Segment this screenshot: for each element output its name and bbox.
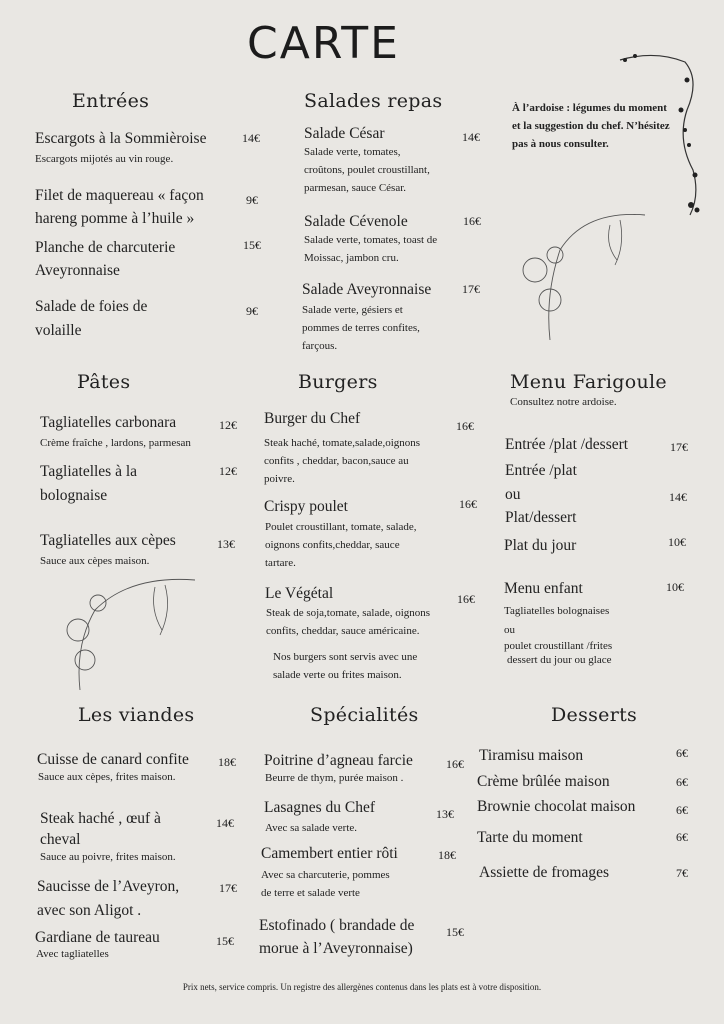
item-name: Salade Aveyronnaise — [302, 281, 432, 298]
item-name: Burger du Chef — [264, 410, 361, 427]
item-price: 14€ — [242, 131, 260, 145]
ardoise-note: À l’ardoise : légumes du moment et la suggestion du chef. N’hésitez pas à nous consulter. — [512, 102, 670, 150]
item-name: Planche de charcuterie — [35, 239, 176, 256]
item-desc: poulet croustillant /frites — [504, 640, 613, 652]
item-name: Lasagnes du Chef — [264, 799, 376, 816]
item-desc: confits , cheddar, bacon,sauce au — [264, 455, 409, 467]
item-name: Assiette de fromages — [479, 864, 609, 881]
item-price: 10€ — [666, 580, 684, 594]
item-desc: croûtons, poulet croustillant, — [304, 164, 430, 176]
section-header-entrees: Entrées — [72, 90, 150, 112]
item-price: 16€ — [463, 214, 481, 228]
item-desc: Avec tagliatelles — [36, 948, 109, 960]
item-price: 12€ — [219, 418, 237, 432]
item-desc: Avec sa charcuterie, pommes — [261, 869, 390, 881]
item-price: 18€ — [438, 848, 456, 862]
item-desc: Steak de soja,tomate, salade, oignons — [266, 607, 431, 619]
item-price: 16€ — [457, 592, 475, 606]
item-name: Le Végétal — [265, 585, 334, 602]
item-price: 14€ — [669, 490, 687, 504]
item-name: Crispy poulet — [264, 498, 348, 515]
item-name: volaille — [35, 322, 82, 339]
floral-drawing-icon — [515, 205, 655, 345]
item-price: 6€ — [676, 775, 688, 789]
item-desc: Tagliatelles bolognaises — [504, 605, 610, 617]
item-name: Steak haché , œuf à — [40, 810, 161, 827]
item-name: Salade César — [304, 125, 385, 142]
item-name: Plat du jour — [504, 537, 577, 554]
item-price: 7€ — [676, 866, 688, 880]
item-desc: dessert du jour ou glace — [507, 654, 612, 666]
section-header-farigoule: Menu Farigoule — [510, 371, 667, 393]
farigoule-subtitle: Consultez notre ardoise. — [510, 396, 617, 408]
item-name: hareng pomme à l’huile » — [35, 210, 195, 227]
item-price: 16€ — [456, 419, 474, 433]
item-price: 13€ — [217, 537, 235, 551]
item-name: ou — [505, 486, 521, 503]
item-name: Tarte du moment — [477, 829, 583, 846]
item-name: Camembert entier rôti — [261, 845, 398, 862]
item-desc: pommes de terres confites, — [302, 322, 420, 334]
item-name: Crème brûlée maison — [477, 773, 610, 790]
item-name: Gardiane de taureau — [35, 929, 160, 946]
item-desc: ou — [504, 624, 515, 636]
item-price: 15€ — [243, 238, 261, 252]
item-name: Entrée /plat /dessert — [505, 436, 629, 453]
item-price: 18€ — [218, 755, 236, 769]
section-header-pates: Pâtes — [77, 371, 131, 393]
item-name: Poitrine d’agneau farcie — [264, 752, 413, 769]
item-desc: Salade verte, tomates, — [304, 146, 401, 158]
item-desc: Moissac, jambon cru. — [304, 252, 399, 264]
section-header-salades: Salades repas — [304, 90, 443, 112]
burgers-note: salade verte ou frites maison. — [273, 669, 402, 681]
burgers-note: Nos burgers sont servis avec une — [273, 651, 418, 663]
item-desc: Escargots mijotés au vin rouge. — [35, 153, 174, 165]
item-name: Filet de maquereau « façon — [35, 187, 204, 204]
item-desc: tartare. — [265, 557, 296, 569]
item-desc: confits, cheddar, sauce américaine. — [266, 625, 420, 637]
item-name: Aveyronnaise — [35, 262, 120, 279]
item-price: 10€ — [668, 535, 686, 549]
item-name: Plat/dessert — [505, 509, 577, 526]
item-desc: Poulet croustillant, tomate, salade, — [265, 521, 417, 533]
item-desc: Sauce aux cèpes, frites maison. — [38, 771, 176, 783]
item-name: Estofinado ( brandade de — [259, 917, 415, 934]
item-name: avec son Aligot . — [37, 902, 142, 919]
item-name: Brownie chocolat maison — [477, 798, 636, 815]
item-price: 6€ — [676, 830, 688, 844]
item-price: 17€ — [670, 440, 688, 454]
item-price: 6€ — [676, 803, 688, 817]
item-price: 13€ — [436, 807, 454, 821]
item-desc: Beurre de thym, purée maison . — [265, 772, 404, 784]
item-desc: Avec sa salade verte. — [265, 822, 358, 834]
item-name: cheval — [40, 831, 81, 848]
footer-note: Prix nets, service compris. Un registre des allergènes contenus dans les plats est à votre disposition. — [182, 982, 542, 992]
item-desc: Salade verte, tomates, toast de — [304, 234, 438, 246]
section-header-viandes: Les viandes — [78, 704, 195, 726]
item-name: Entrée /plat — [505, 462, 577, 479]
section-header-burgers: Burgers — [298, 371, 378, 393]
item-name: Escargots à la Sommièroise — [35, 130, 207, 147]
item-name: Tagliatelles carbonara — [40, 414, 177, 431]
item-price: 9€ — [246, 193, 258, 207]
item-name: Tagliatelles à la — [40, 463, 138, 480]
item-name: Salade Cévenole — [304, 213, 408, 230]
item-desc: Sauce au poivre, frites maison. — [40, 851, 176, 863]
item-price: 16€ — [446, 757, 464, 771]
item-name: Saucisse de l’Aveyron, — [37, 878, 180, 895]
item-name: Tagliatelles aux cèpes — [40, 532, 176, 549]
item-price: 15€ — [216, 934, 234, 948]
section-header-specialites: Spécialités — [310, 704, 419, 726]
item-price: 12€ — [219, 464, 237, 478]
item-desc: Steak haché, tomate,salade,oignons — [264, 437, 421, 449]
item-price: 17€ — [462, 282, 480, 296]
item-price: 17€ — [219, 881, 237, 895]
floral-drawing-icon — [60, 575, 200, 695]
item-price: 6€ — [676, 746, 688, 760]
item-price: 15€ — [446, 925, 464, 939]
item-price: 14€ — [462, 130, 480, 144]
item-desc: Salade verte, gésiers et — [302, 304, 403, 316]
item-price: 9€ — [246, 304, 258, 318]
item-desc: Sauce aux cèpes maison. — [40, 555, 150, 567]
item-name: bolognaise — [40, 487, 108, 504]
page-title: CARTE — [247, 18, 400, 69]
item-desc: parmesan, sauce César. — [304, 182, 407, 194]
item-desc: farçous. — [302, 340, 338, 352]
item-price: 14€ — [216, 816, 234, 830]
item-desc: de terre et salade verte — [261, 887, 360, 899]
item-desc: Crème fraîche , lardons, parmesan — [40, 437, 191, 449]
item-name: morue à l’Aveyronnaise) — [259, 940, 413, 957]
item-name: Menu enfant — [504, 580, 583, 597]
item-desc: oignons confits,cheddar, sauce — [265, 539, 400, 551]
item-price: 16€ — [459, 497, 477, 511]
section-header-desserts: Desserts — [551, 704, 638, 726]
item-name: Salade de foies de — [35, 298, 148, 315]
item-name: Cuisse de canard confite — [37, 751, 189, 768]
item-desc: poivre. — [264, 473, 295, 485]
item-name: Tiramisu maison — [479, 747, 584, 764]
